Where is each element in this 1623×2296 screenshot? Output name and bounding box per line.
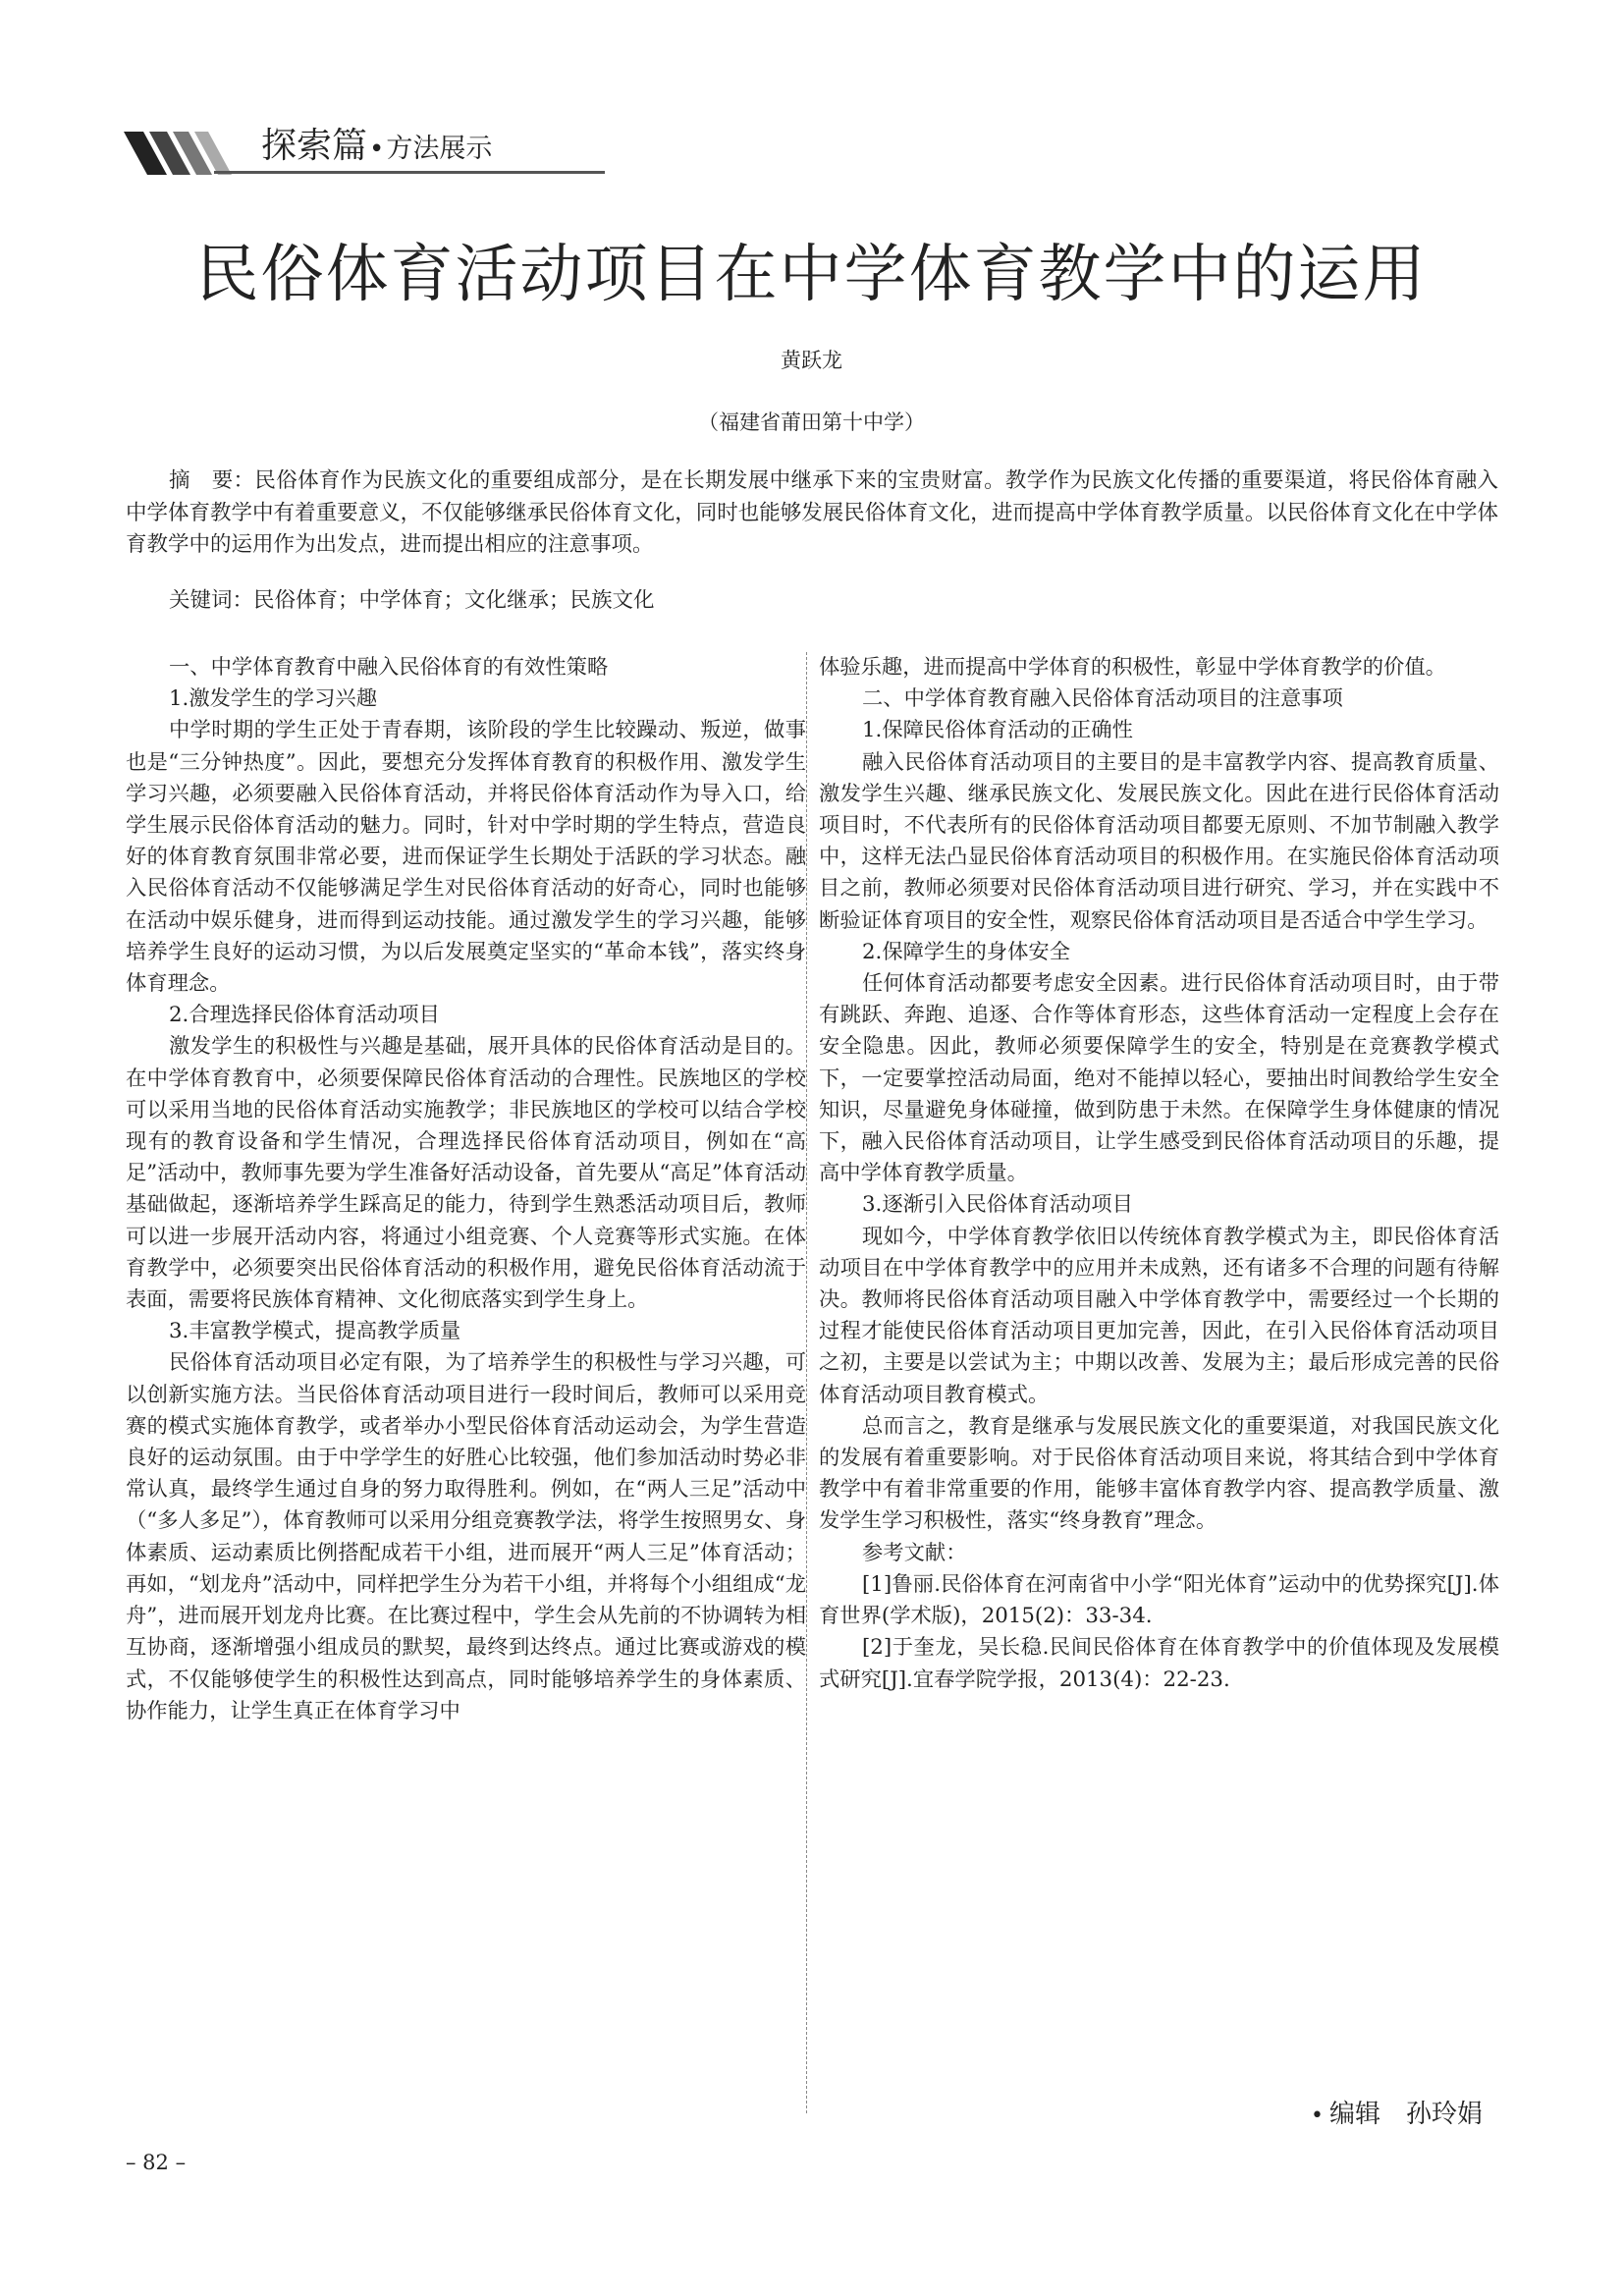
section-heading-2: 二、中学体育教育融入民俗体育活动项目的注意事项 [862, 686, 1343, 712]
subsection-heading: 3.丰富教学模式，提高教学质量 [169, 1319, 461, 1344]
editor-credit [1311, 2097, 1483, 2134]
conclusion-paragraph: 总而言之，教育是继承与发展民族文化的重要渠道，对我国民族文化的发展有着重要影响。对于民俗体育活动项目来说，将其结合到中学体育教学中有着非常重要的作用，能够丰富体育教学内容、提高教学质量、激发学生学习积极性，落实“终身教育”理念。 [819, 1413, 1499, 1534]
reference-item: [1]鲁丽.民俗体育在河南省中小学“阳光体育”运动中的优势探究[J].体育世界(学术版)，2015(2)：33-34. [819, 1571, 1499, 1629]
paragraph: 民俗体育活动项目必定有限，为了培养学生的积极性与学习兴趣，可以创新实施方法。当民俗体育活动项目进行一段时间后，教师可以采用竞赛的模式实施体育教学，或者举办小型民俗体育活动运动会，为学生营造良好的运动氛围。由于中学学生的好胜心比较强，他们参加活动时势必非常认真，最终学生通过自身的努力取得胜利。例如，在“两人三足”活动中（“多人多足”），体育教师可以采用分组竞赛教学法，将学生按照男女、身体素质、运动素质比例搭配成若干小组，进而展开“两人三足”体育活动；再如，“划龙舟”活动中，同样把学生分为若干小组，并将每个小组组成“龙舟”，进而展开划龙舟比赛。在比赛过程中，学生会从先前的不协调转为相互协商，逐渐增强小组成员的默契，最终到达终点。通过比赛或游戏的模式，不仅能够使学生的积极性达到高点，同时能够培养学生的身体素质、协作能力，让学生真正在体育学习中 [126, 1350, 806, 1723]
header-dot: • [369, 135, 385, 164]
editor-role: 编辑 [1328, 2100, 1380, 2129]
paragraph: 激发学生的积极性与兴趣是基础，展开具体的民俗体育活动是目的。在中学体育教育中，必须要保障民俗体育活动的合理性。民族地区的学校可以采用当地的民俗体育活动实施教学；非民族地区的学校可以结合学校现有的教育设备和学生情况，合理选择民俗体育活动项目，例如在“高足”活动中，教师事先要为学生准备好活动设备，首先要从“高足”体育活动基础做起，逐渐培养学生踩高足的能力，待到学生熟悉活动项目后，教师可以进一步展开活动内容，将通过小组竞赛、个人竞赛等形式实施。在体育教学中，必须要突出民俗体育活动的积极作用，避免民俗体育活动流于表面，需要将民族体育精神、文化彻底落实到学生身上。 [126, 1034, 806, 1313]
paragraph-continued: 体验乐趣，进而提高中学体育的积极性，彰显中学体育教学的价值。 [819, 655, 1446, 680]
keywords: 关键词：民俗体育；中学体育；文化继承；民族文化 [169, 588, 655, 613]
reference-item: [2]于奎龙，吴长稳.民间民俗体育在体育教学中的价值体现及发展模式研究[J].宜春学院学报，2013(4)：22-23. [819, 1635, 1499, 1692]
subsection-heading: 2.保障学生的身体安全 [862, 939, 1070, 964]
header-subsection: 方法展示 [386, 134, 493, 164]
section-header [124, 124, 605, 173]
abstract: 摘 要：民俗体育作为民族文化的重要组成部分，是在长期发展中继承下来的宝贵财富。教学作为民族文化传播的重要渠道，将民俗体育融入中学体育教学中有着重要意义，不仅能够继承民俗体育文化，同时也能够发展民俗体育文化，进而提高中学体育教学质量。以民俗体育文化在中学体育教学中的运用作为出发点，进而提出相应的注意事项。 [126, 468, 1498, 557]
right-column [819, 652, 1499, 1696]
header-rule [214, 171, 605, 174]
header-stripes-icon [124, 132, 232, 175]
paragraph: 融入民俗体育活动项目的主要目的是丰富教学内容、提高教育质量、激发学生兴趣、继承民族文化、发展民族文化。因此在进行民俗体育活动项目时，不代表所有的民俗体育活动项目都要无原则、不加节制融入教学中，这样无法凸显民俗体育活动项目的积极作用。在实施民俗体育活动项目之前，教师必须要对民俗体育活动项目进行研究、学习，并在实践中不断验证体育项目的安全性，观察民俗体育活动项目是否适合中学生学习。 [819, 749, 1499, 933]
section-heading-1: 一、中学体育教育中融入民俗体育的有效性策略 [169, 655, 609, 680]
header-section: 探索篇 [261, 126, 368, 166]
subsection-heading: 2.合理选择民俗体育活动项目 [169, 1003, 440, 1028]
paragraph: 中学时期的学生正处于青春期，该阶段的学生比较躁动、叛逆，做事也是“三分钟热度”。因此，要想充分发挥体育教育的积极作用、激发学生学习兴趣，必须要融入民俗体育活动，并将民俗体育活动作为导入口，给学生展示民俗体育活动的魅力。同时，针对中学时期的学生特点，营造良好的体育教育氛围非常必要，进而保证学生长期处于活跃的学习状态。融入民俗体育活动不仅能够满足学生对民俗体育活动的好奇心，同时也能够在活动中娱乐健身，进而得到运动技能。通过激发学生的学习兴趣，能够培养学生良好的运动习惯，为以后发展奠定坚实的“革命本钱”，落实终身体育理念。 [126, 718, 806, 997]
article-title: 民俗体育活动项目在中学体育教学中的运用 [195, 239, 1428, 311]
paragraph: 现如今，中学体育教学依旧以传统体育教学模式为主，即民俗体育活动项目在中学体育教学中的应用并未成熟，还有诸多不合理的问题有待解决。教师将民俗体育活动项目融入中学体育教学中，需要经过一个长期的过程才能使民俗体育活动项目更加完善，因此，在引入民俗体育活动项目之初，主要是以尝试为主；中期以改善、发展为主；最后形成完善的民俗体育活动项目教育模式。 [819, 1224, 1499, 1407]
author: 黄跃龙 [781, 349, 842, 372]
header-text [261, 124, 492, 175]
subsection-heading: 1.激发学生的学习兴趣 [169, 686, 377, 712]
left-column [126, 652, 806, 1727]
subsection-heading: 1.保障民俗体育活动的正确性 [862, 718, 1133, 743]
paragraph: 任何体育活动都要考虑安全因素。进行民俗体育活动项目时，由于带有跳跃、奔跑、追逐、合作等体育形态，这些体育活动一定程度上会存在安全隐患。因此，教师必须要保障学生的安全，特别是在竞赛教学模式下，一定要掌控活动局面，绝对不能掉以轻心，要抽出时间教给学生安全知识，尽量避免身体碰撞，做到防患于未然。在保障学生身体健康的情况下，融入民俗体育活动项目，让学生感受到民俗体育活动项目的乐趣，提高中学体育教学质量。 [819, 971, 1499, 1186]
column-divider [806, 652, 807, 2113]
editor-dot: • [1311, 2104, 1324, 2128]
subsection-heading: 3.逐渐引入民俗体育活动项目 [862, 1192, 1133, 1218]
references-heading: 参考文献： [862, 1540, 967, 1565]
page-number: – 82 – [126, 2151, 187, 2174]
affiliation: （福建省莆田第十中学） [698, 410, 925, 434]
editor-name: 孙玲娟 [1406, 2100, 1484, 2129]
